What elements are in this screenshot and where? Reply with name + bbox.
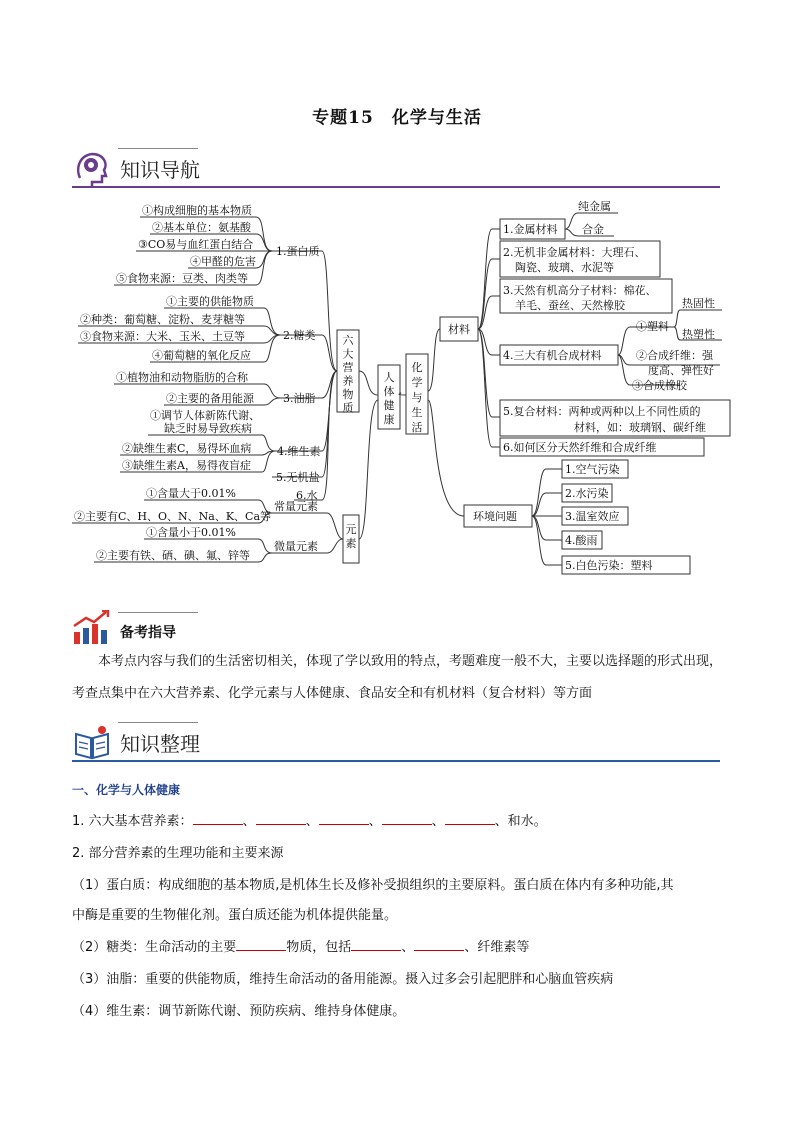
protein-item: ④甲醛的危害 (190, 255, 256, 268)
health-text: 人体健康 (383, 371, 395, 426)
sugar-item: ④葡萄糖的氧化反应 (152, 349, 251, 362)
environment-label: 环境问题 (473, 510, 517, 523)
rubber-label: ③合成橡胶 (632, 379, 687, 392)
macro-item: ①含量大于0.01% (146, 487, 236, 500)
macro-item: ②主要有C、H、O、N、Na、K、Ca等 (74, 510, 272, 523)
composite-line: 5.复合材料：两种或两种以上不同性质的 (503, 405, 701, 418)
natural-line: 3.天然有机高分子材料：棉花、 (503, 284, 657, 297)
inorganic-line: 2.无机非金属材料：大理石、 (503, 246, 646, 259)
fat-item: ①植物油和动物脂肪的合称 (116, 371, 248, 384)
fat-label: 3.油脂 (283, 392, 316, 405)
answer-blank[interactable] (414, 936, 464, 951)
answer-blank[interactable] (445, 810, 495, 825)
nutrients-question: 1. 六大基本营养素： 、 、 、 、 、和水。 (72, 806, 722, 838)
env-item: 1.空气污染 (565, 463, 620, 476)
env-item: 5.白色污染：塑料 (565, 559, 653, 572)
metal-item: 纯金属 (578, 200, 611, 213)
plastic-label: ①塑料 (636, 320, 669, 333)
protein-item: ①构成细胞的基本物质 (142, 204, 252, 217)
env-item: 4.酸雨 (565, 534, 598, 547)
vitamin-label: 4.维生素 (277, 445, 321, 458)
growth-chart-icon (72, 610, 112, 650)
sugar-item: ①主要的供能物质 (166, 295, 254, 308)
guide-section-header (72, 610, 202, 644)
env-item: 2.水污染 (565, 487, 609, 500)
guide-paragraph: 本考点内容与我们的生活密切相关，体现了学以致用的特点，考题难度一般不大，主要以选择题的形式出现，考查点集中在六大营养素、化学元素与人体健康、食品安全和有机材料（复合材料）等方面 (72, 654, 723, 701)
trace-item: ①含量小于0.01% (146, 526, 236, 539)
fiber-line: ②合成纤维：强 (636, 349, 713, 362)
macro-label: 常量元素 (274, 500, 318, 513)
metal-label: 1.金属材料 (503, 223, 558, 236)
nutrients-text: 六大营养物质 (342, 334, 354, 415)
metal-item: 合金 (582, 223, 604, 236)
brain-icon (72, 148, 112, 188)
protein-paragraph-line: 中酶是重要的生物催化剂。蛋白质还能为机体提供能量。 (72, 908, 398, 923)
nav-section-header (72, 148, 720, 188)
composite-line: 材料，如：玻璃钢、碳纤维 (574, 421, 706, 434)
vitamin-item: ①调节人体新陈代谢、 (150, 409, 260, 422)
organize-header-text: 知识整理 (120, 732, 200, 756)
vitamin-item: ③缺维生素A，易得夜盲症 (122, 459, 251, 472)
inorganic-line: 陶瓷、玻璃、水泥等 (515, 261, 614, 274)
nutrients-functions-heading: 2. 部分营养素的生理功能和主要来源 (72, 846, 284, 861)
answer-blank[interactable] (193, 810, 243, 825)
sugar-paragraph: （2）糖类：生命活动的主要 物质，包括 、 、纤维素等 (72, 932, 722, 964)
answer-blank[interactable] (319, 810, 369, 825)
fat-item: ②主要的备用能源 (166, 392, 254, 405)
answer-blank[interactable] (351, 936, 401, 951)
protein-item: ②基本单位：氨基酸 (152, 221, 251, 234)
open-book-icon (72, 722, 112, 762)
answer-blank[interactable] (256, 810, 306, 825)
distinguish-label: 6.如何区分天然纤维和合成纤维 (503, 441, 657, 454)
trace-item: ②主要有铁、硒、碘、氟、锌等 (96, 549, 250, 562)
plastic-item: 热固性 (682, 297, 715, 310)
protein-item: ⑤食物来源：豆类、肉类等 (116, 272, 248, 285)
materials-label: 材料 (448, 323, 470, 336)
plastic-item: 热塑性 (682, 328, 715, 341)
fiber-line: 度高、弹性好 (648, 364, 714, 377)
answer-blank[interactable] (382, 810, 432, 825)
water-label: 6.水 (296, 489, 318, 502)
vitamin-item: 缺乏时易导致疾病 (164, 422, 252, 435)
organize-section-header (72, 722, 720, 762)
natural-line: 羊毛、蚕丝、天然橡胶 (515, 299, 625, 312)
vitamin-item: ②缺维生素C，易得坏血病 (122, 442, 252, 455)
center-text: 化学与生活 (411, 361, 423, 434)
guide-header-text: 备考指导 (120, 625, 176, 641)
nav-header-text: 知识导航 (120, 158, 200, 182)
trace-label: 微量元素 (274, 540, 318, 553)
fat-paragraph: （3）油脂：重要的供能物质，维持生命活动的备用能源。摄入过多会引起肥胖和心脑血管疾病 (72, 972, 614, 987)
mind-map (0, 195, 794, 595)
synthetic-label: 4.三大有机合成材料 (503, 349, 602, 362)
vitamin-paragraph: （4）维生素：调节新陈代谢、预防疾病、维持身体健康。 (72, 1004, 406, 1019)
sugar-item: ②种类：葡萄糖、淀粉、麦芽糖等 (80, 313, 245, 326)
page-title: 专题15 化学与生活 (312, 108, 482, 128)
protein-item: ③CO易与血红蛋白结合 (138, 238, 254, 251)
sugar-label: 2.糖类 (283, 329, 316, 342)
section-heading: 一、化学与人体健康 (72, 783, 181, 797)
protein-paragraph-line: （1）蛋白质：构成细胞的基本物质,是机体生长及修补受损组织的主要原料。蛋白质在体内有多种功能,其 (72, 878, 674, 893)
salt-label: 5.无机盐 (276, 471, 320, 484)
answer-blank[interactable] (236, 936, 286, 951)
protein-label: 1.蛋白质 (276, 245, 320, 258)
sugar-item: ③食物来源：大米、玉米、土豆等 (80, 330, 245, 343)
env-item: 3.温室效应 (565, 510, 620, 523)
elements-text: 元素 (345, 523, 357, 550)
